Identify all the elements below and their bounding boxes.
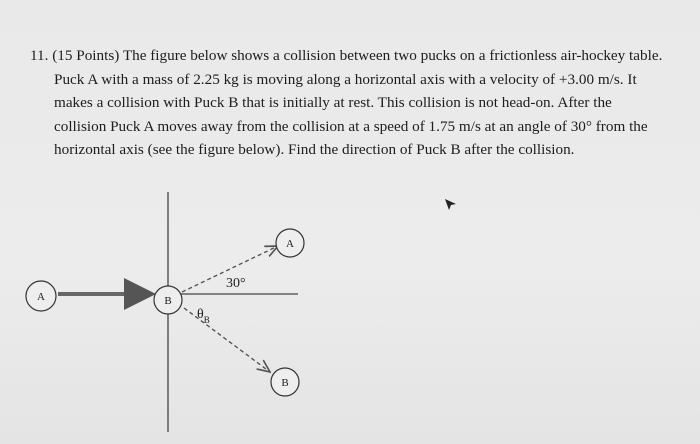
mouse-pointer-icon bbox=[444, 198, 458, 212]
problem-line-1: 11. (15 Points) The figure below shows a collision between two pucks on a frictionless air-hockey table. bbox=[30, 47, 663, 64]
puck-a-initial-label: A bbox=[37, 291, 45, 303]
puck-b-after bbox=[271, 368, 299, 396]
problem-line-2: Puck A with a mass of 2.25 kg is moving along a horizontal axis with a velocity of +3.00 m/s. It bbox=[54, 70, 637, 88]
puck-b-initial-label: B bbox=[164, 295, 172, 307]
angle-a-label: 30° bbox=[226, 276, 246, 291]
puck-b-initial bbox=[154, 286, 182, 314]
angle-b-label bbox=[197, 307, 210, 325]
problem-line-5: horizontal axis (see the figure below). Find the direction of Puck B after the collision. bbox=[54, 141, 575, 158]
theta-subscript: B bbox=[203, 315, 210, 325]
puck-a-after bbox=[276, 229, 304, 257]
puck-a-initial bbox=[26, 281, 56, 311]
problem-line-4: collision Puck A moves away from the collision at a speed of 1.75 m/s at an angle of 30° from the bbox=[54, 117, 648, 135]
puck-b-after-label: B bbox=[281, 377, 289, 389]
puck-a-after-label: A bbox=[286, 238, 294, 250]
theta-symbol: θ bbox=[197, 307, 204, 322]
problem-line-3: makes a collision with Puck B that is initially at rest. This collision is not head-on. After the bbox=[54, 94, 612, 111]
